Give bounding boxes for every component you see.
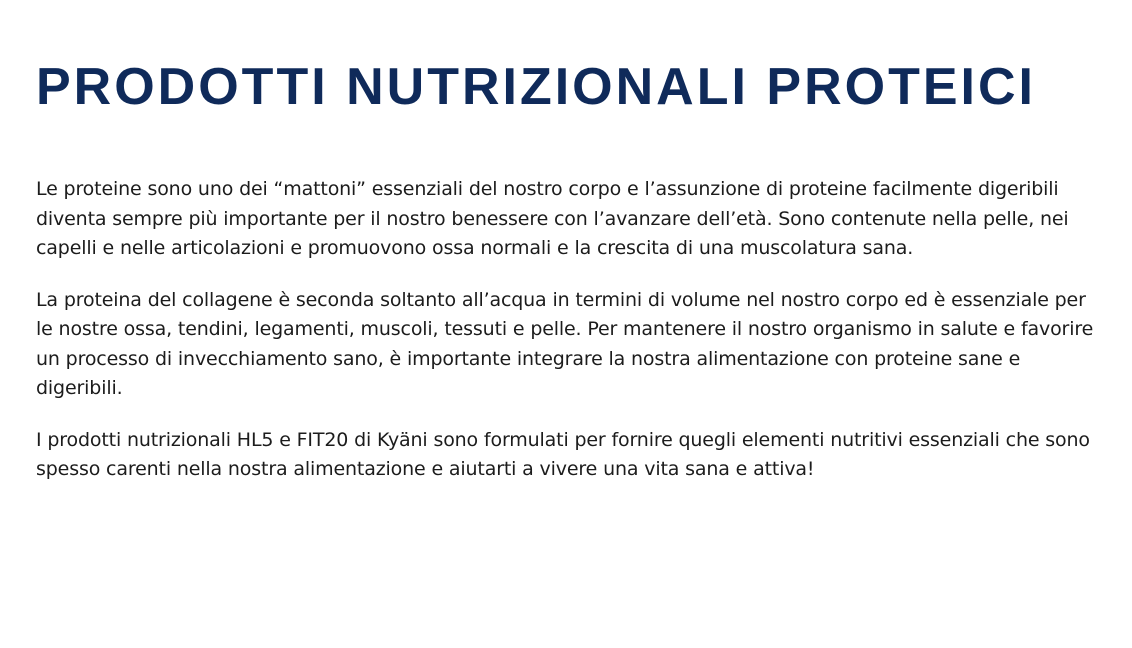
article bbox=[36, 56, 1096, 485]
collagen-paragraph: La proteina del collagene è seconda soltanto all’acqua in termini di volume nel nostro corpo ed è essenziale per le nostre ossa, tendini, legamenti, muscoli, tessuti e pelle. Per mantenere il nostro organismo in salute e favorire un processo di invecchiamento sano, è importante integrare la nostra alimentazione con proteine sane e digeribili. bbox=[36, 288, 1094, 399]
page-title: PRODOTTI NUTRIZIONALI PROTEICI bbox=[36, 58, 1036, 116]
intro-paragraph: Le proteine sono uno dei “mattoni” essenziali del nostro corpo e l’assunzione di proteine facilmente digeribili diventa sempre più importante per il nostro benessere con l’avanzare dell’età. Sono contenute nella pelle, nei capelli e nelle articolazioni e promuovono ossa normali e la crescita di una muscolatura sana. bbox=[36, 178, 1069, 259]
products-paragraph: I prodotti nutrizionali HL5 e FIT20 di Kyäni sono formulati per fornire quegli elementi nutritivi essenziali che sono spesso carenti nella nostra alimentazione e aiutarti a vivere una vita sana e attiva! bbox=[36, 428, 1090, 480]
